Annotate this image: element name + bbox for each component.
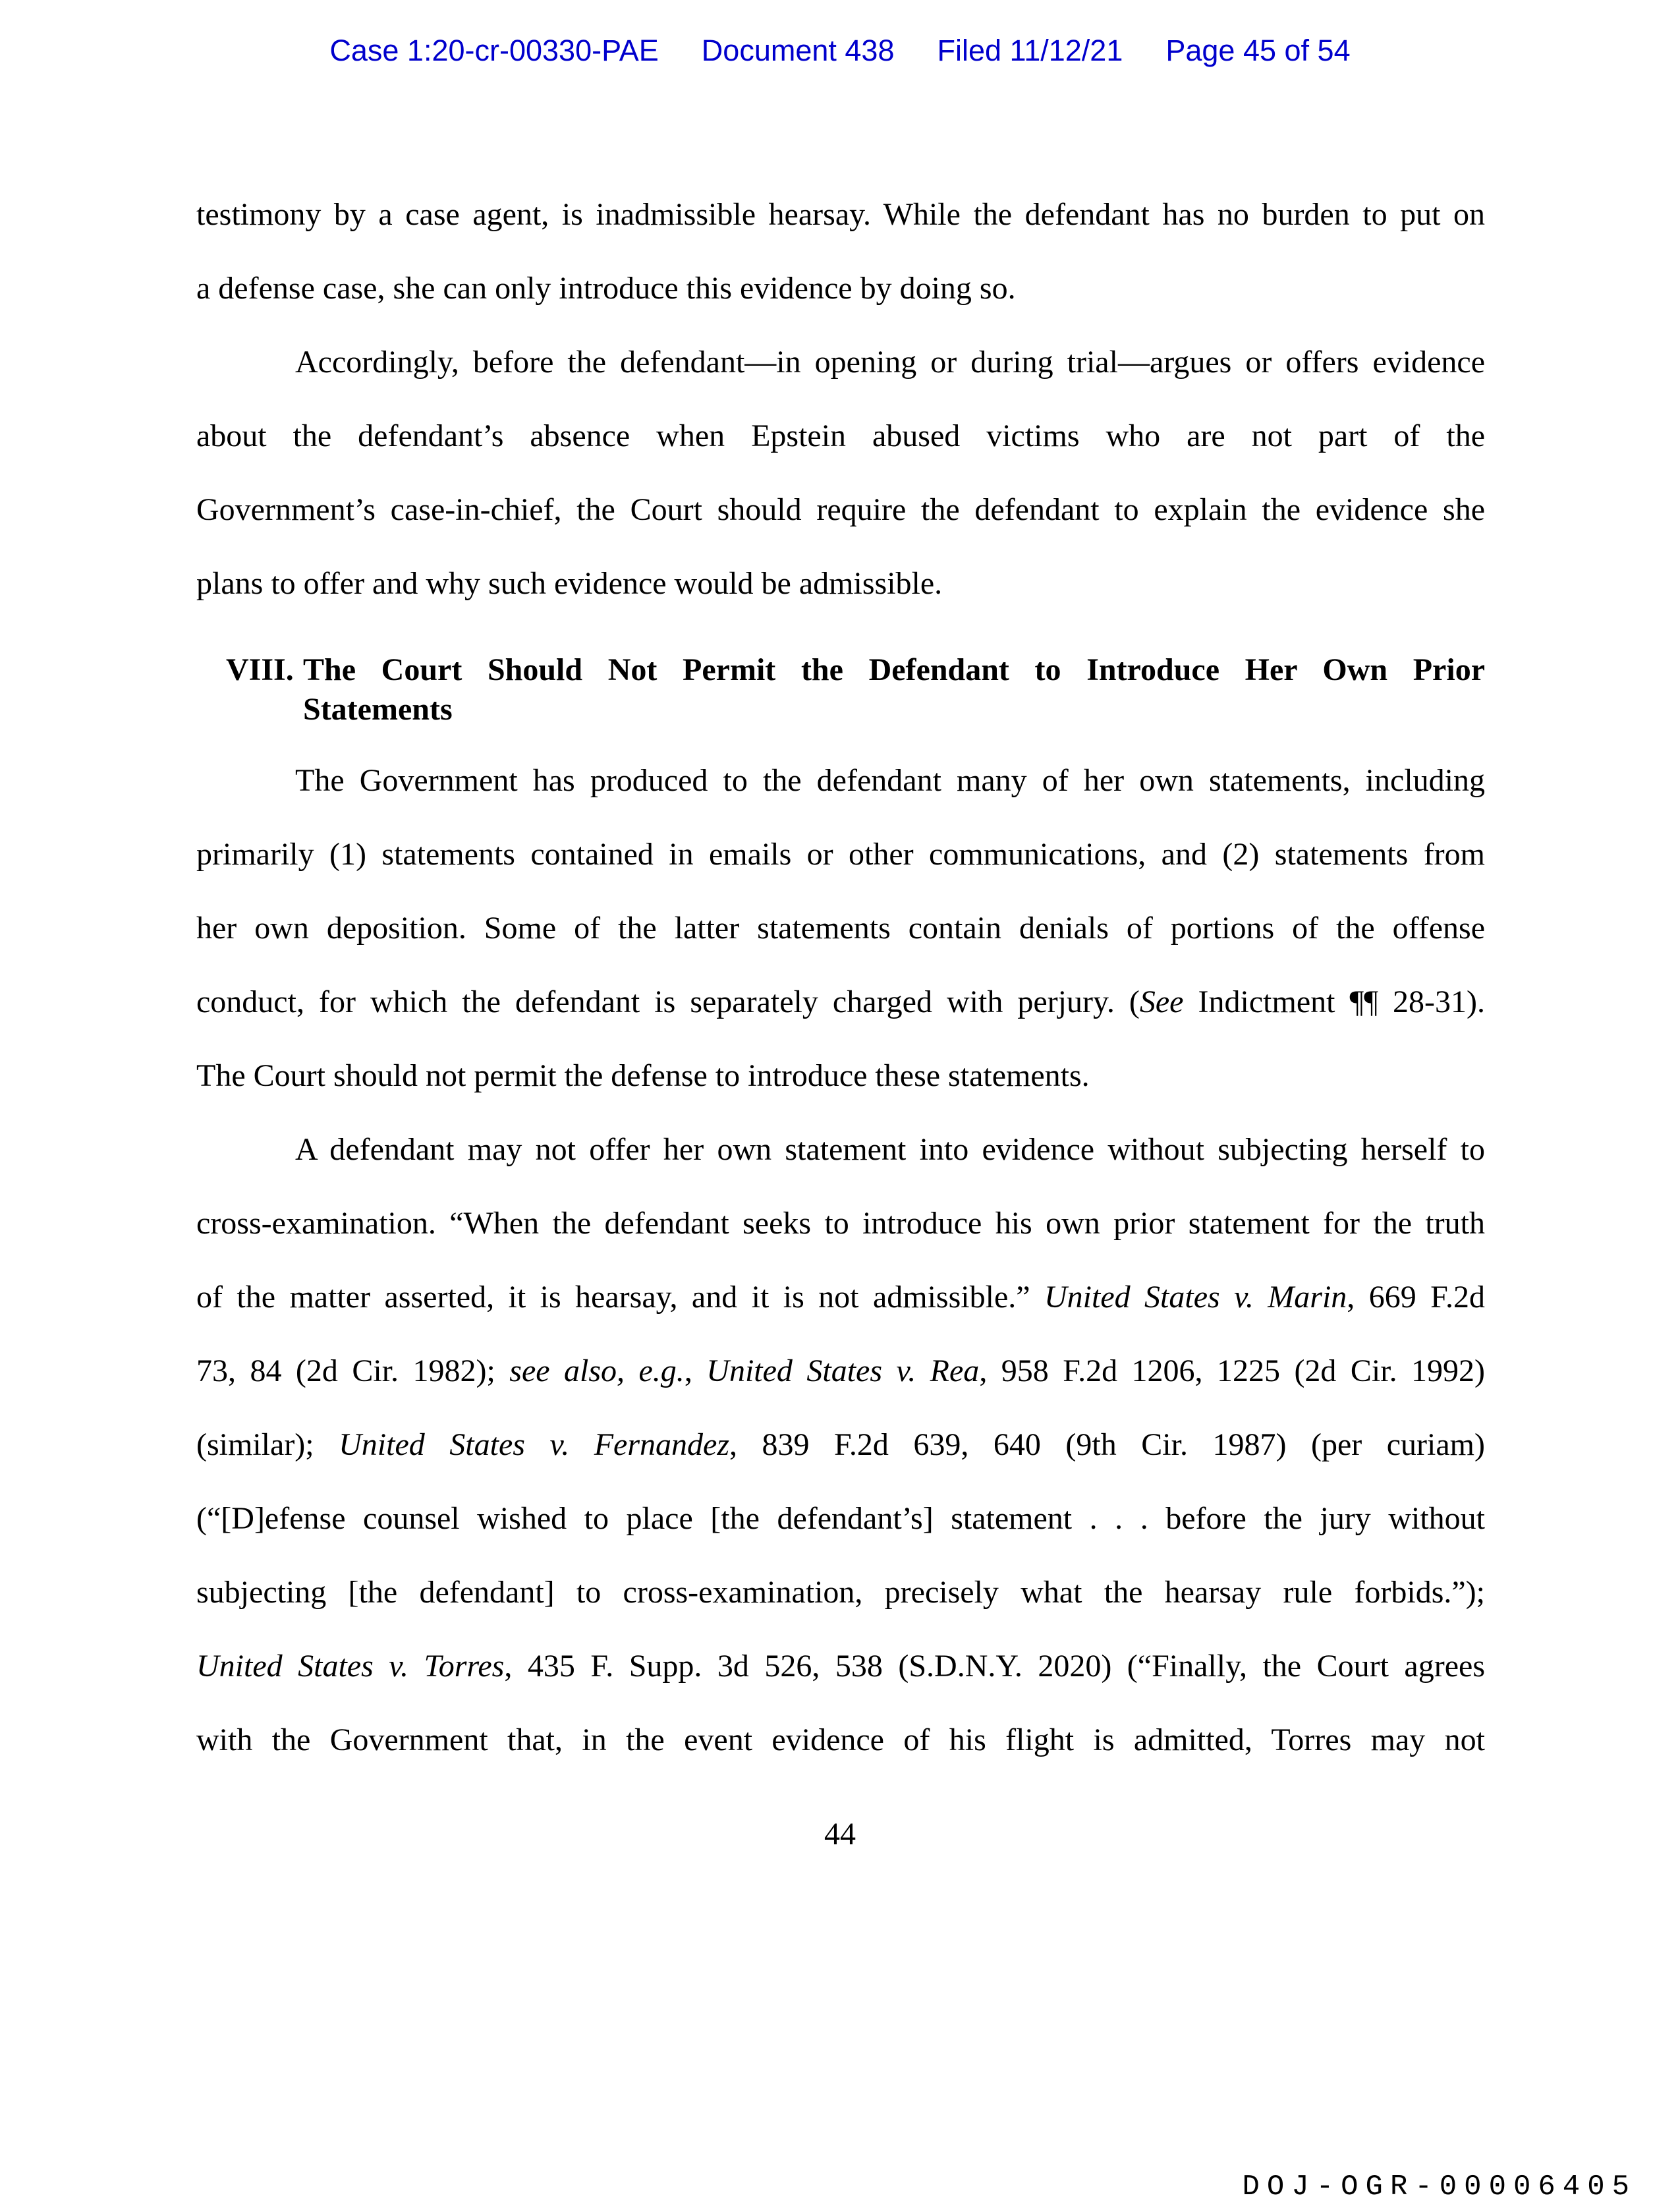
text-line (196, 965, 1485, 1039)
page-number: 44 (824, 1817, 856, 1852)
text-segment: a defense case, she can only introduce this evidence by doing so. (196, 271, 1016, 306)
text-segment: Statements (303, 692, 453, 727)
text-line (196, 326, 1485, 399)
text-segment: The Court Should Not Permit the Defendant to Introduce Her Own Prior (303, 652, 1485, 687)
text-segment: Accordingly, before the defendant—in opening or during trial—argues or offers evidence (295, 345, 1485, 380)
text-line (303, 690, 1485, 729)
text-segment: , 669 F.2d (1347, 1280, 1485, 1315)
text-segment: her own deposition. Some of the latter statements contain denials of portions of the offense (196, 911, 1485, 946)
header-document-number: Document 438 (701, 34, 895, 67)
text-segment: Government’s case-in-chief, the Court should require the defendant to explain the evidence she (196, 492, 1485, 527)
text-line (196, 252, 1485, 326)
text-segment: conduct, for which the defendant is separately charged with perjury. ( (196, 984, 1140, 1019)
text-line (196, 1261, 1485, 1334)
heading-number: VIII. (226, 652, 294, 687)
paragraph (196, 178, 1485, 326)
italic-text-segment: See (1139, 984, 1184, 1019)
text-segment: Indictment ¶¶ 28-31). (1183, 984, 1485, 1019)
text-segment: of the matter asserted, it is hearsay, and it is not admissible.” (196, 1280, 1044, 1315)
header-page-of: Page 45 of 54 (1165, 34, 1351, 67)
text-line (196, 1334, 1485, 1408)
header-filed-date: Filed 11/12/21 (937, 34, 1123, 67)
paragraph (196, 1113, 1485, 1777)
text-line (196, 1113, 1485, 1187)
italic-text-segment: United States v. Fernandez (339, 1427, 730, 1462)
text-line (196, 1630, 1485, 1703)
text-segment: plans to offer and why such evidence would be admissible. (196, 566, 943, 601)
italic-text-segment: United States v. Rea (706, 1353, 980, 1388)
text-segment: with the Government that, in the event evidence of his flight is admitted, Torres may not (196, 1722, 1485, 1757)
text-segment: primarily (1) statements contained in emails or other communications, and (2) statements from (196, 837, 1485, 872)
text-line (196, 473, 1485, 547)
text-segment: (similar); (196, 1427, 339, 1462)
italic-text-segment: United States v. Marin (1044, 1280, 1347, 1315)
section-heading (196, 650, 1485, 729)
text-line (196, 1482, 1485, 1556)
text-line (196, 892, 1485, 965)
text-line (196, 818, 1485, 892)
text-segment: , (684, 1353, 707, 1388)
text-segment: A defendant may not offer her own statement into evidence without subjecting herself to (295, 1132, 1485, 1167)
text-segment: 73, 84 (2d Cir. 1982); (196, 1353, 510, 1388)
text-segment: The Government has produced to the defendant many of her own statements, including (295, 763, 1485, 798)
text-line (196, 399, 1485, 473)
bates-stamp: DOJ-OGR-00006405 (1242, 2170, 1637, 2203)
text-line (196, 178, 1485, 252)
text-segment: , 435 F. Supp. 3d 526, 538 (S.D.N.Y. 2020) (“Finally, the Court agrees (504, 1649, 1486, 1684)
text-line (196, 744, 1485, 818)
paragraph (196, 744, 1485, 1113)
text-line (196, 1187, 1485, 1261)
text-segment: subjecting [the defendant] to cross-examination, precisely what the hearsay rule forbids.”); (196, 1575, 1485, 1610)
text-segment: , 958 F.2d 1206, 1225 (2d Cir. 1992) (979, 1353, 1486, 1388)
text-line (196, 1039, 1485, 1113)
text-segment: The Court should not permit the defense to introduce these statements. (196, 1058, 1090, 1093)
text-line (196, 1703, 1485, 1777)
text-segment: cross-examination. “When the defendant seeks to introduce his own prior statement for the truth (196, 1206, 1485, 1241)
text-segment: , 839 F.2d 639, 640 (9th Cir. 1987) (per curiam) (729, 1427, 1486, 1462)
text-line (196, 547, 1485, 621)
court-filing-header (0, 34, 1680, 67)
italic-text-segment: United States v. Torres (196, 1649, 505, 1684)
paragraph (196, 326, 1485, 621)
text-line (196, 1408, 1485, 1482)
text-segment: testimony by a case agent, is inadmissible hearsay. While the defendant has no burden to put on (196, 197, 1485, 232)
text-line (196, 1556, 1485, 1630)
italic-text-segment: see also, e.g. (509, 1353, 685, 1388)
header-case-number: Case 1:20-cr-00330-PAE (329, 34, 659, 67)
text-segment: about the defendant’s absence when Epstein abused victims who are not part of the (196, 418, 1485, 453)
text-segment: (“[D]efense counsel wished to place [the defendant’s] statement . . . before the jury without (196, 1501, 1485, 1536)
document-body (196, 178, 1485, 1777)
text-line (303, 650, 1485, 690)
